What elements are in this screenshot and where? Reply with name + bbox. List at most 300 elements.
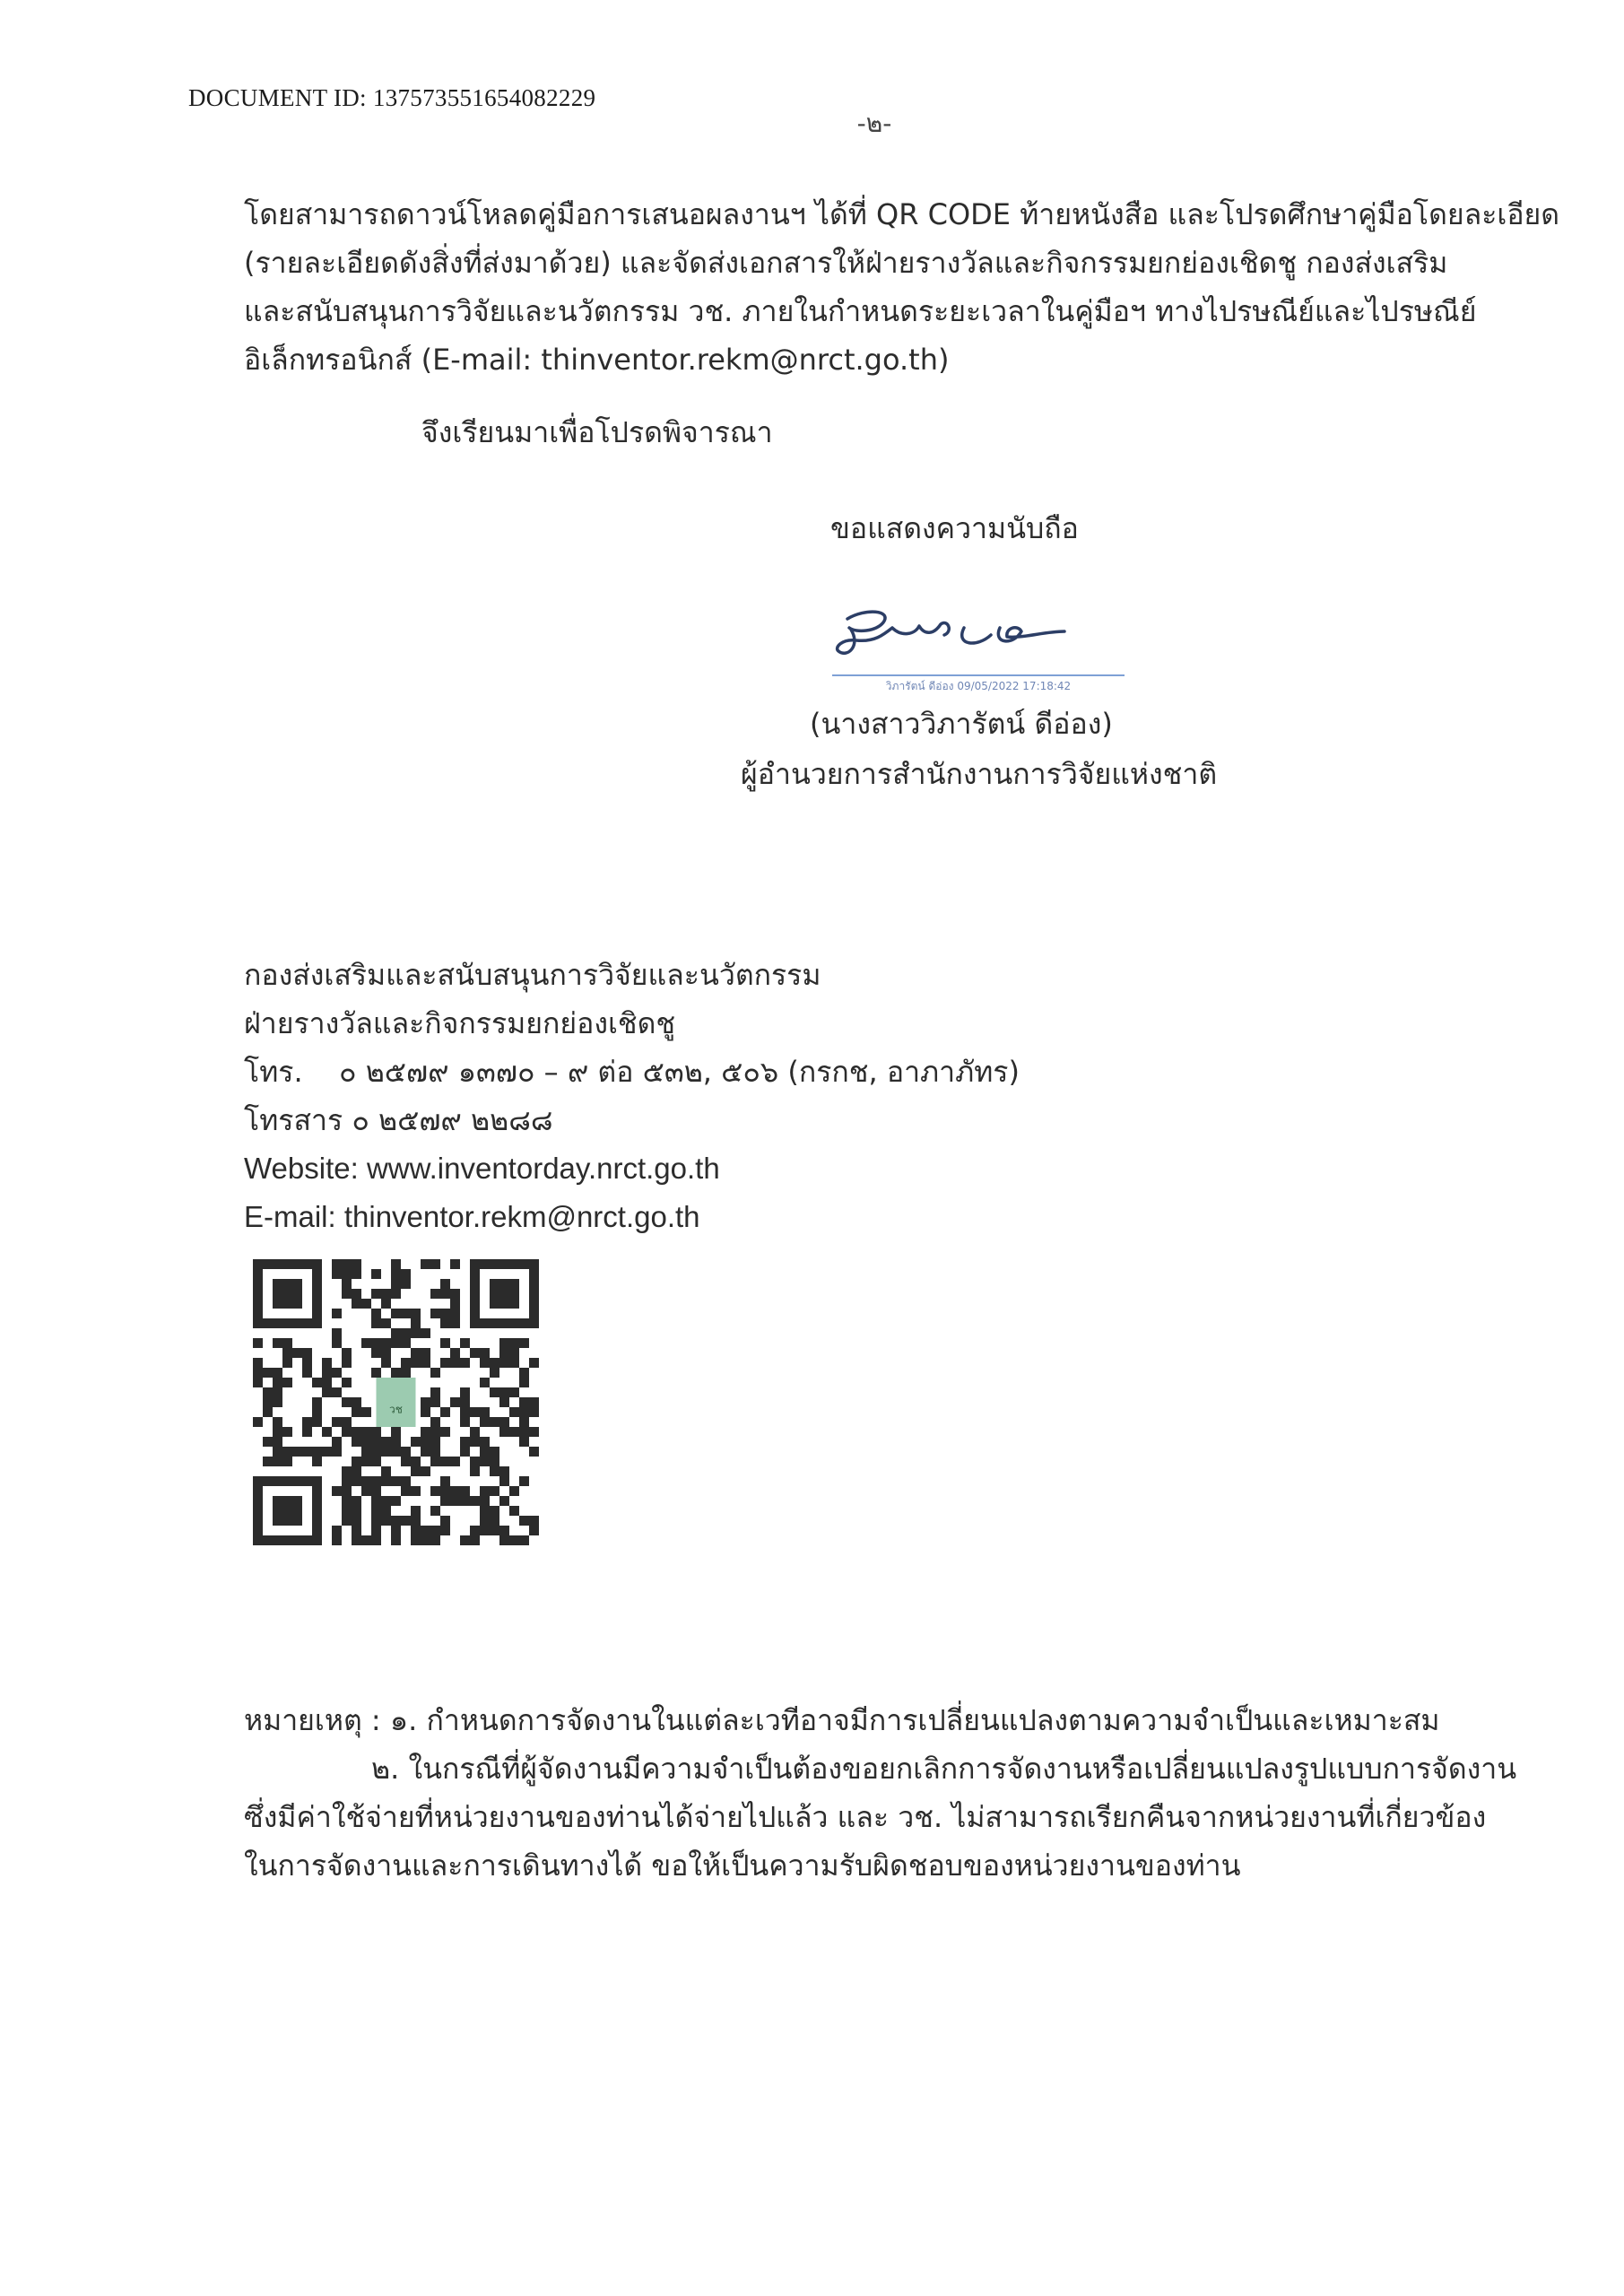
division-name: กองส่งเสริมและสนับสนุนการวิจัยและนวัตกรรม <box>244 958 821 992</box>
qr-module <box>312 1457 322 1466</box>
qr-module <box>499 1397 509 1407</box>
qr-module <box>499 1338 509 1348</box>
qr-module <box>381 1358 391 1368</box>
fax-line: โทรสาร ๐ ๒๕๗๙ ๒๒๘๘ <box>244 1103 553 1137</box>
qr-module <box>460 1535 470 1545</box>
qr-module <box>352 1269 361 1279</box>
qr-module <box>440 1289 450 1299</box>
qr-module <box>430 1427 440 1437</box>
qr-module <box>391 1535 401 1545</box>
qr-module <box>529 1397 539 1407</box>
qr-module <box>282 1348 292 1358</box>
qr-module <box>312 1397 322 1407</box>
qr-module <box>421 1259 430 1269</box>
qr-module <box>411 1486 421 1496</box>
qr-module <box>480 1486 490 1496</box>
qr-module <box>361 1535 371 1545</box>
qr-module <box>499 1476 509 1486</box>
qr-module <box>421 1358 430 1368</box>
qr-module <box>440 1279 450 1289</box>
qr-module <box>282 1358 292 1368</box>
qr-module <box>332 1387 342 1397</box>
qr-module <box>411 1309 421 1318</box>
qr-module <box>352 1289 361 1299</box>
qr-module <box>371 1289 381 1299</box>
qr-module <box>490 1516 499 1526</box>
qr-module <box>342 1516 352 1526</box>
qr-module <box>292 1348 302 1358</box>
closing-regards: ขอแสดงความนับถือ <box>830 511 1079 545</box>
qr-module <box>430 1368 440 1378</box>
qr-module <box>440 1358 450 1368</box>
qr-module <box>342 1279 352 1289</box>
qr-module <box>342 1358 352 1368</box>
contact-block <box>244 951 1020 1241</box>
qr-module <box>480 1506 490 1516</box>
qr-module <box>430 1535 440 1545</box>
qr-module <box>440 1516 450 1526</box>
qr-module <box>371 1269 381 1279</box>
qr-module <box>332 1309 342 1318</box>
qr-module <box>421 1397 430 1407</box>
qr-module <box>411 1535 421 1545</box>
qr-module <box>460 1486 470 1496</box>
qr-module <box>480 1407 490 1417</box>
qr-module <box>342 1289 352 1299</box>
qr-module <box>391 1309 401 1318</box>
qr-module <box>480 1417 490 1427</box>
qr-module <box>460 1496 470 1506</box>
qr-center-logo <box>377 1378 416 1427</box>
qr-module <box>460 1407 470 1417</box>
qr-module <box>371 1368 381 1378</box>
qr-module <box>273 1427 282 1437</box>
qr-module <box>381 1466 391 1476</box>
qr-module <box>342 1259 352 1269</box>
qr-module <box>391 1338 401 1348</box>
qr-module <box>401 1309 411 1318</box>
qr-module <box>450 1309 460 1318</box>
qr-module <box>490 1358 499 1368</box>
body-line: (รายละเอียดดังสิ่งที่ส่งมาด้วย) และจัดส่งเอกสารให้ฝ่ายรางวัลและกิจกรรมยกย่องเชิดชู กองส่งเสริม <box>244 246 1448 280</box>
qr-module <box>273 1457 282 1466</box>
qr-module <box>302 1348 312 1358</box>
qr-module <box>263 1407 273 1417</box>
qr-module <box>391 1447 401 1457</box>
qr-module <box>509 1427 519 1437</box>
qr-module <box>470 1457 480 1466</box>
qr-module <box>450 1299 460 1309</box>
qr-module <box>411 1437 421 1447</box>
qr-module <box>450 1457 460 1466</box>
qr-module <box>381 1318 391 1328</box>
qr-module <box>470 1526 480 1535</box>
phone-line <box>244 1048 1020 1096</box>
qr-module <box>421 1447 430 1457</box>
qr-module <box>381 1348 391 1358</box>
qr-module <box>401 1338 411 1348</box>
body-line: และสนับสนุนการวิจัยและนวัตกรรม วช. ภายในกำหนดระยะเวลาในคู่มือฯ ทางไปรษณีย์และไปรษณีย์ <box>244 294 1477 328</box>
qr-module <box>352 1457 361 1466</box>
qr-module <box>342 1506 352 1516</box>
note-line: หมายเหตุ : ๑. กำหนดการจัดงานในแต่ละเวทีอาจมีการเปลี่ยนแปลงตามความจำเป็นและเหมาะสม <box>244 1703 1440 1737</box>
qr-module <box>509 1486 519 1496</box>
qr-module <box>421 1348 430 1358</box>
qr-module <box>411 1457 421 1466</box>
qr-module <box>401 1486 411 1496</box>
qr-module <box>282 1427 292 1437</box>
qr-module <box>421 1466 430 1476</box>
qr-module <box>519 1437 529 1447</box>
qr-module <box>430 1506 440 1516</box>
qr-module <box>421 1526 430 1535</box>
qr-module <box>499 1535 509 1545</box>
qr-module <box>470 1496 480 1506</box>
qr-module <box>342 1496 352 1506</box>
qr-module <box>519 1417 529 1427</box>
qr-code-icon <box>253 1259 540 1546</box>
qr-module <box>470 1437 480 1447</box>
qr-module <box>371 1476 381 1486</box>
qr-module <box>440 1309 450 1318</box>
qr-module <box>361 1427 371 1437</box>
qr-module <box>391 1496 401 1506</box>
qr-module <box>381 1476 391 1486</box>
qr-module <box>421 1328 430 1338</box>
qr-module <box>490 1526 499 1535</box>
qr-module <box>381 1447 391 1457</box>
qr-module <box>253 1378 263 1387</box>
qr-module <box>342 1269 352 1279</box>
qr-module <box>352 1526 361 1535</box>
qr-module <box>371 1427 381 1437</box>
qr-module <box>470 1427 480 1437</box>
qr-module <box>381 1338 391 1348</box>
qr-module <box>391 1368 401 1378</box>
email-line: E-mail: thinventor.rekm@nrct.go.th <box>244 1200 700 1233</box>
qr-module <box>381 1516 391 1526</box>
qr-module <box>499 1427 509 1437</box>
qr-finder-inner <box>273 1496 302 1526</box>
qr-module <box>499 1348 509 1358</box>
qr-module <box>371 1457 381 1466</box>
qr-center-logo-text: วช <box>389 1403 403 1416</box>
signature-image <box>829 592 1125 673</box>
qr-module <box>411 1516 421 1526</box>
qr-module <box>499 1496 509 1506</box>
qr-module <box>440 1486 450 1496</box>
qr-module <box>312 1417 322 1427</box>
qr-module <box>371 1496 381 1506</box>
qr-module <box>352 1299 361 1309</box>
qr-module <box>401 1328 411 1338</box>
qr-module <box>450 1496 460 1506</box>
qr-module <box>460 1437 470 1447</box>
consideration-line: จึงเรียนมาเพื่อโปรดพิจารณา <box>421 415 773 449</box>
document-id: DOCUMENT ID: 137573551654082229 <box>188 84 596 111</box>
qr-module <box>529 1407 539 1417</box>
qr-module <box>253 1368 263 1378</box>
qr-module <box>430 1259 440 1269</box>
qr-module <box>519 1516 529 1526</box>
qr-module <box>273 1378 282 1387</box>
qr-module <box>490 1486 499 1496</box>
qr-module <box>361 1407 371 1417</box>
qr-module <box>401 1476 411 1486</box>
qr-module <box>401 1358 411 1368</box>
body-line: โดยสามารถดาวน์โหลดคู่มือการเสนอผลงานฯ ได้ที่ QR CODE ท้ายหนังสือ และโปรดศึกษาคู่มือโดยละเอียด <box>244 197 1560 231</box>
qr-module <box>352 1466 361 1476</box>
qr-module <box>509 1338 519 1348</box>
qr-module <box>411 1358 421 1368</box>
qr-module <box>253 1338 263 1348</box>
qr-module <box>282 1447 292 1457</box>
qr-module <box>411 1328 421 1338</box>
qr-module <box>480 1516 490 1526</box>
qr-module <box>263 1387 273 1397</box>
qr-module <box>352 1437 361 1447</box>
qr-module <box>361 1299 371 1309</box>
qr-module <box>450 1486 460 1496</box>
qr-module <box>450 1289 460 1299</box>
qr-module <box>391 1476 401 1486</box>
qr-module <box>430 1437 440 1447</box>
qr-module <box>460 1397 470 1407</box>
qr-module <box>332 1486 342 1496</box>
qr-module <box>529 1526 539 1535</box>
qr-module <box>499 1358 509 1368</box>
qr-module <box>460 1447 470 1457</box>
body-paragraph <box>244 190 1560 384</box>
qr-module <box>391 1328 401 1338</box>
qr-module <box>480 1378 490 1387</box>
qr-module <box>411 1526 421 1535</box>
qr-module <box>411 1466 421 1476</box>
qr-module <box>529 1447 539 1457</box>
qr-module <box>391 1259 401 1269</box>
qr-module <box>440 1457 450 1466</box>
qr-module <box>460 1358 470 1368</box>
qr-module <box>411 1348 421 1358</box>
qr-module <box>273 1387 282 1397</box>
qr-module <box>460 1338 470 1348</box>
qr-module <box>332 1338 342 1348</box>
qr-module <box>273 1437 282 1447</box>
qr-module <box>499 1387 509 1397</box>
qr-module <box>361 1457 371 1466</box>
qr-module <box>332 1526 342 1535</box>
qr-module <box>292 1447 302 1457</box>
qr-module <box>499 1417 509 1427</box>
qr-module <box>450 1318 460 1328</box>
qr-module <box>460 1417 470 1427</box>
qr-module <box>499 1526 509 1535</box>
qr-module <box>401 1269 411 1279</box>
qr-module <box>322 1378 332 1387</box>
qr-module <box>430 1309 440 1318</box>
qr-module <box>332 1368 342 1378</box>
qr-module <box>253 1417 263 1427</box>
qr-module <box>490 1506 499 1516</box>
qr-module <box>381 1289 391 1299</box>
qr-module <box>519 1397 529 1407</box>
signer-title: ผู้อำนวยการสำนักงานการวิจัยแห่งชาติ <box>741 757 1218 791</box>
qr-module <box>411 1318 421 1328</box>
qr-module <box>430 1397 440 1407</box>
qr-module <box>322 1387 332 1397</box>
note-line: ในการจัดงานและการเดินทางได้ ขอให้เป็นความรับผิดชอบของหน่วยงานของท่าน <box>244 1848 1241 1883</box>
qr-module <box>470 1407 480 1417</box>
qr-module <box>480 1358 490 1368</box>
qr-module <box>263 1397 273 1407</box>
qr-module <box>342 1476 352 1486</box>
qr-module <box>302 1368 312 1378</box>
qr-module <box>460 1387 470 1397</box>
qr-module <box>371 1309 381 1318</box>
qr-module <box>430 1447 440 1457</box>
qr-module <box>322 1368 332 1378</box>
qr-module <box>342 1348 352 1358</box>
qr-module <box>509 1348 519 1358</box>
qr-module <box>342 1427 352 1437</box>
qr-module <box>361 1338 371 1348</box>
qr-module <box>312 1378 322 1387</box>
qr-module <box>352 1259 361 1269</box>
qr-module <box>322 1358 332 1368</box>
qr-module <box>480 1447 490 1457</box>
qr-module <box>332 1259 342 1269</box>
qr-module <box>421 1407 430 1417</box>
qr-module <box>371 1535 381 1545</box>
qr-module <box>490 1387 499 1397</box>
qr-module <box>519 1535 529 1545</box>
qr-module <box>371 1506 381 1516</box>
qr-module <box>332 1269 342 1279</box>
qr-module <box>450 1358 460 1368</box>
qr-module <box>430 1526 440 1535</box>
qr-module <box>401 1447 411 1457</box>
qr-module <box>342 1486 352 1496</box>
qr-module <box>440 1338 450 1348</box>
qr-module <box>421 1427 430 1437</box>
qr-module <box>509 1535 519 1545</box>
qr-module <box>499 1466 509 1476</box>
qr-module <box>312 1407 322 1417</box>
qr-module <box>450 1259 460 1269</box>
qr-module <box>273 1447 282 1457</box>
qr-module <box>430 1486 440 1496</box>
phone-label: โทร. <box>244 1055 303 1089</box>
phone-number: ๐ ๒๕๗๙ ๑๓๗๐ – ๙ ต่อ ๕๓๒, ๕๐๖ (กรกช, อาภาภัทร) <box>339 1055 1020 1089</box>
qr-module <box>480 1526 490 1535</box>
qr-module <box>371 1338 381 1348</box>
qr-module <box>440 1496 450 1506</box>
qr-module <box>352 1516 361 1526</box>
website-line: Website: www.inventorday.nrct.go.th <box>244 1152 720 1185</box>
qr-finder-inner <box>490 1279 519 1309</box>
qr-module <box>440 1318 450 1328</box>
qr-module <box>361 1447 371 1457</box>
qr-module <box>411 1506 421 1516</box>
qr-module <box>371 1486 381 1496</box>
qr-module <box>391 1289 401 1299</box>
qr-module <box>322 1427 332 1437</box>
qr-module <box>519 1378 529 1387</box>
qr-module <box>391 1526 401 1535</box>
qr-module <box>401 1279 411 1289</box>
qr-module <box>302 1427 312 1437</box>
qr-module <box>381 1299 391 1309</box>
qr-module <box>282 1378 292 1387</box>
qr-module <box>470 1348 480 1358</box>
qr-module <box>401 1516 411 1526</box>
qr-module <box>371 1447 381 1457</box>
qr-module <box>302 1358 312 1368</box>
qr-module <box>282 1457 292 1466</box>
qr-module <box>480 1348 490 1358</box>
qr-module <box>391 1269 401 1279</box>
note-line: ซึ่งมีค่าใช้จ่ายที่หน่วยงานของท่านได้จ่ายไปแล้ว และ วช. ไม่สามารถเรียกคืนจากหน่วยงานที่เกี่ยวข้อง <box>244 1800 1487 1834</box>
qr-module <box>342 1417 352 1427</box>
qr-module <box>421 1437 430 1447</box>
qr-finder-inner <box>273 1279 302 1309</box>
qr-module <box>430 1417 440 1427</box>
qr-module <box>342 1397 352 1407</box>
qr-module <box>352 1506 361 1516</box>
qr-module <box>381 1496 391 1506</box>
qr-module <box>490 1447 499 1457</box>
qr-module <box>421 1535 430 1545</box>
qr-module <box>273 1397 282 1407</box>
qr-module <box>480 1437 490 1447</box>
qr-module <box>253 1358 263 1368</box>
qr-module <box>371 1516 381 1526</box>
qr-module <box>371 1348 381 1358</box>
qr-module <box>529 1516 539 1526</box>
qr-module <box>519 1427 529 1437</box>
qr-module <box>371 1526 381 1535</box>
qr-module <box>430 1457 440 1466</box>
qr-module <box>450 1397 460 1407</box>
qr-module <box>273 1417 282 1427</box>
qr-module <box>371 1318 381 1328</box>
qr-module <box>332 1417 342 1427</box>
qr-module <box>509 1358 519 1368</box>
qr-module <box>440 1476 450 1486</box>
body-line: อิเล็กทรอนิกส์ (E-mail: thinventor.rekm@nrct.go.th) <box>244 343 950 377</box>
qr-module <box>391 1427 401 1437</box>
qr-module <box>332 1437 342 1447</box>
qr-module <box>342 1466 352 1476</box>
qr-module <box>332 1328 342 1338</box>
qr-module <box>509 1407 519 1417</box>
qr-module <box>352 1397 361 1407</box>
qr-module <box>450 1348 460 1358</box>
qr-module <box>529 1427 539 1437</box>
qr-module <box>322 1447 332 1457</box>
qr-module <box>509 1387 519 1397</box>
qr-module <box>440 1526 450 1535</box>
qr-module <box>401 1368 411 1378</box>
qr-module <box>282 1338 292 1348</box>
section-name: ฝ่ายรางวัลและกิจกรรมยกย่องเชิดชู <box>244 1006 676 1040</box>
qr-module <box>342 1378 352 1387</box>
qr-module <box>263 1368 273 1378</box>
qr-module <box>391 1279 401 1289</box>
qr-module <box>490 1457 499 1466</box>
qr-module <box>490 1368 499 1378</box>
qr-module <box>430 1387 440 1397</box>
